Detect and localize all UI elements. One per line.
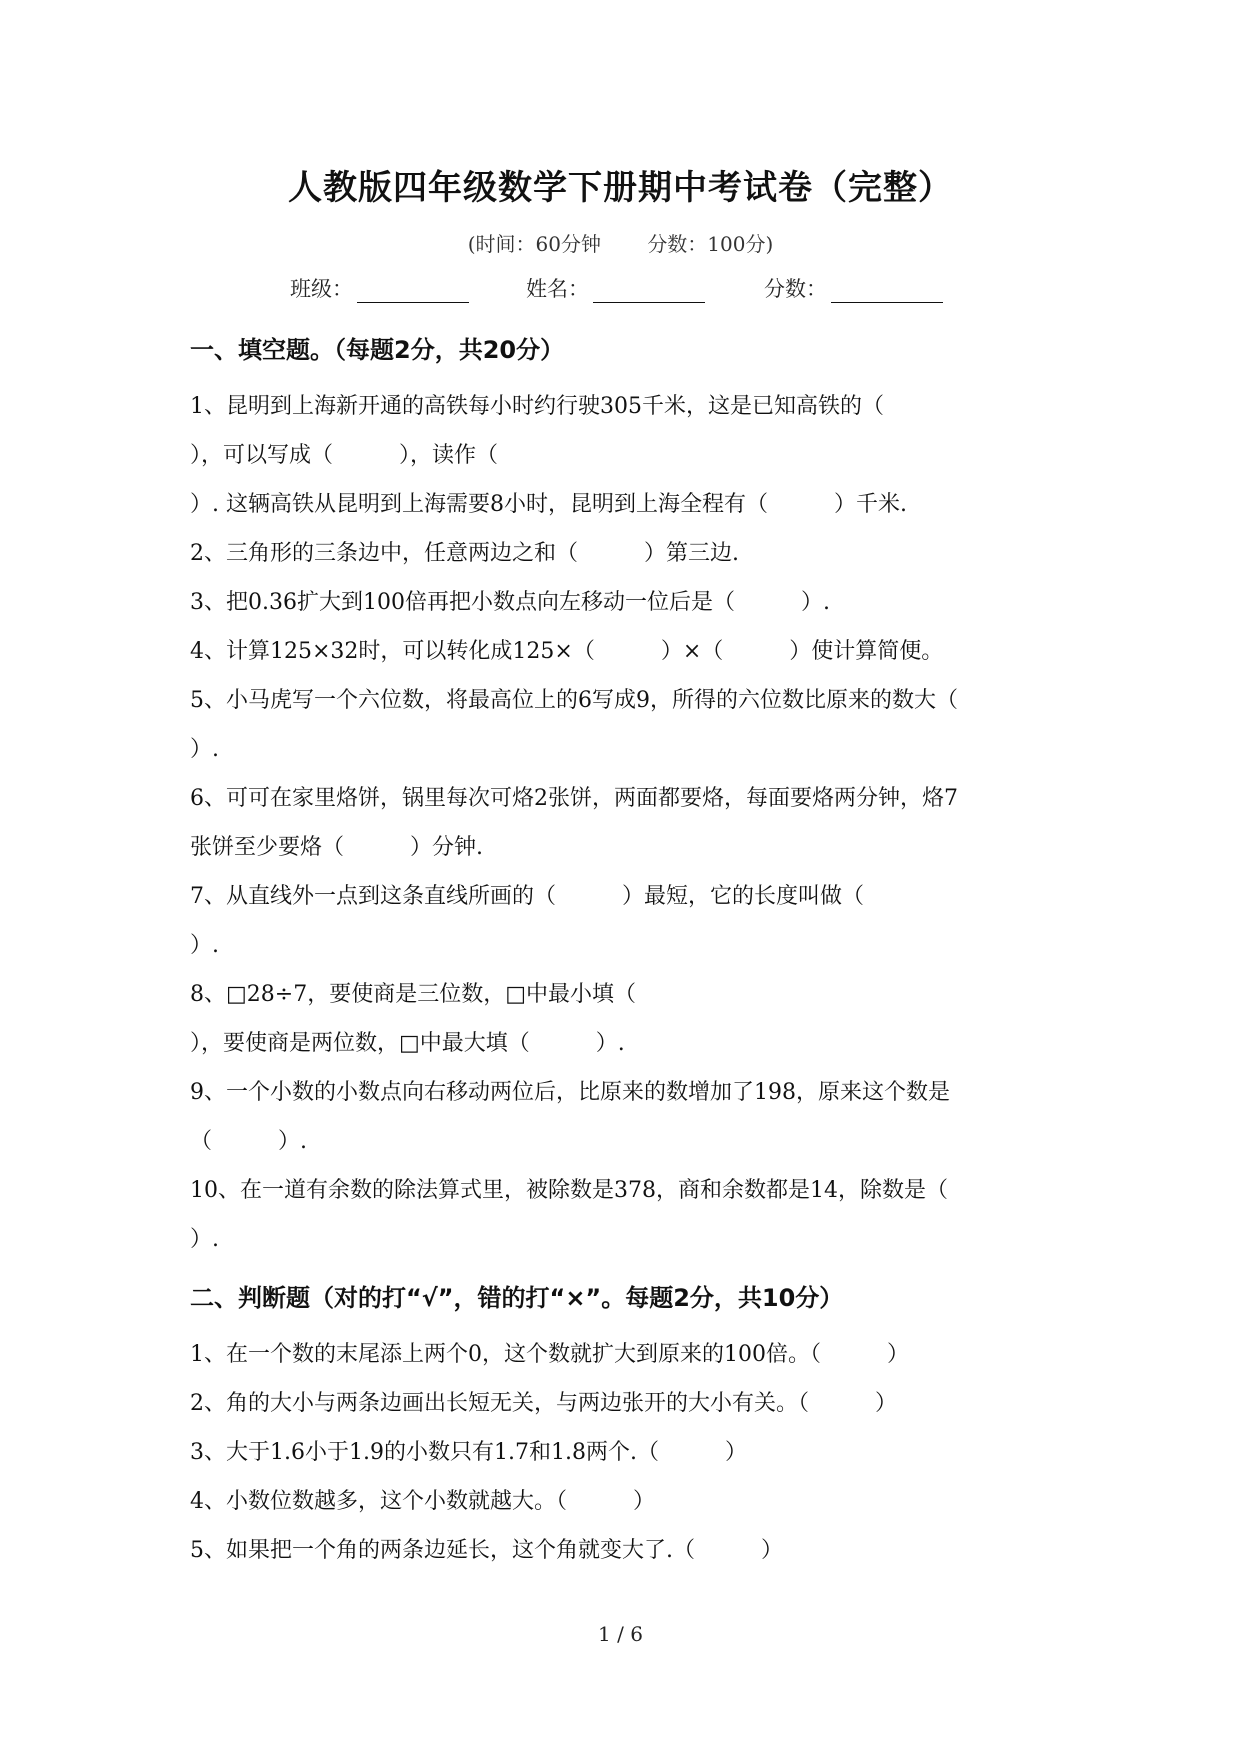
question-line: ）. 这辆高铁从昆明到上海需要8小时，昆明到上海全程有（ ）千米.: [190, 492, 907, 517]
score-field: [764, 273, 943, 303]
page-number: 1 / 6: [598, 1622, 643, 1646]
section-2-heading: 二、判断题（对的打“√”，错的打“×”。每题2分，共10分）: [190, 1284, 844, 1312]
exam-title: 人教版四年级数学下册期中考试卷（完整）: [288, 168, 953, 208]
question-line: 张饼至少要烙（ ）分钟.: [190, 835, 483, 860]
name-label: 姓名：: [526, 277, 589, 301]
class-label: 班级：: [290, 277, 353, 301]
question-line: 9、一个小数的小数点向右移动两位后，比原来的数增加了198，原来这个数是: [190, 1080, 950, 1105]
question-line: 3、把0.36扩大到100倍再把小数点向左移动一位后是（ ）.: [190, 590, 830, 615]
question-line: ），可以写成（ ），读作（: [190, 443, 499, 468]
question-line: 6、可可在家里烙饼，锅里每次可烙2张饼，两面都要烙，每面要烙两分钟，烙7: [190, 786, 958, 811]
question-line: ）.: [190, 933, 219, 958]
question-line: 8、□28÷7，要使商是三位数，□中最小填（: [190, 982, 636, 1007]
exam-subtitle: [0, 228, 1241, 257]
question-line: 10、在一道有余数的除法算式里，被除数是378，商和余数都是14，除数是（: [190, 1178, 948, 1203]
question-line: ）.: [190, 737, 219, 762]
question-line: ）.: [190, 1227, 219, 1252]
judgement-line: 4、小数位数越多，这个小数就越大。（ ）: [190, 1489, 655, 1514]
judgement-line: 3、大于1.6小于1.9的小数只有1.7和1.8两个.（ ）: [190, 1440, 747, 1465]
judgement-line: 5、如果把一个角的两条边延长，这个角就变大了.（ ）: [190, 1538, 783, 1563]
name-blank[interactable]: [593, 278, 705, 303]
question-line: （ ）.: [190, 1129, 307, 1154]
judgement-line: 1、在一个数的末尾添上两个0，这个数就扩大到原来的100倍。（ ）: [190, 1342, 909, 1367]
class-blank[interactable]: [357, 278, 469, 303]
question-line: 4、计算125×32时，可以转化成125×（ ）×（ ）使计算简便。: [190, 639, 944, 664]
question-line: 2、三角形的三条边中，任意两边之和（ ）第三边.: [190, 541, 739, 566]
judgement-line: 2、角的大小与两条边画出长短无关，与两边张开的大小有关。（ ）: [190, 1391, 897, 1416]
score-blank[interactable]: [831, 278, 943, 303]
name-field: [526, 273, 705, 303]
question-line: 5、小马虎写一个六位数，将最高位上的6写成9，所得的六位数比原来的数大（: [190, 688, 958, 713]
time-info: (时间：60分钟: [467, 232, 601, 256]
section-1-heading: 一、填空题。（每题2分，共20分）: [190, 336, 565, 364]
class-field: [290, 273, 469, 303]
score-label: 分数：: [764, 277, 827, 301]
total-score-info: 分数：100分): [647, 232, 774, 256]
question-line: 1、昆明到上海新开通的高铁每小时约行驶305千米，这是已知高铁的（: [190, 394, 884, 419]
question-line: 7、从直线外一点到这条直线所画的（ ）最短，它的长度叫做（: [190, 884, 864, 909]
question-line: ），要使商是两位数，□中最大填（ ）.: [190, 1031, 625, 1056]
